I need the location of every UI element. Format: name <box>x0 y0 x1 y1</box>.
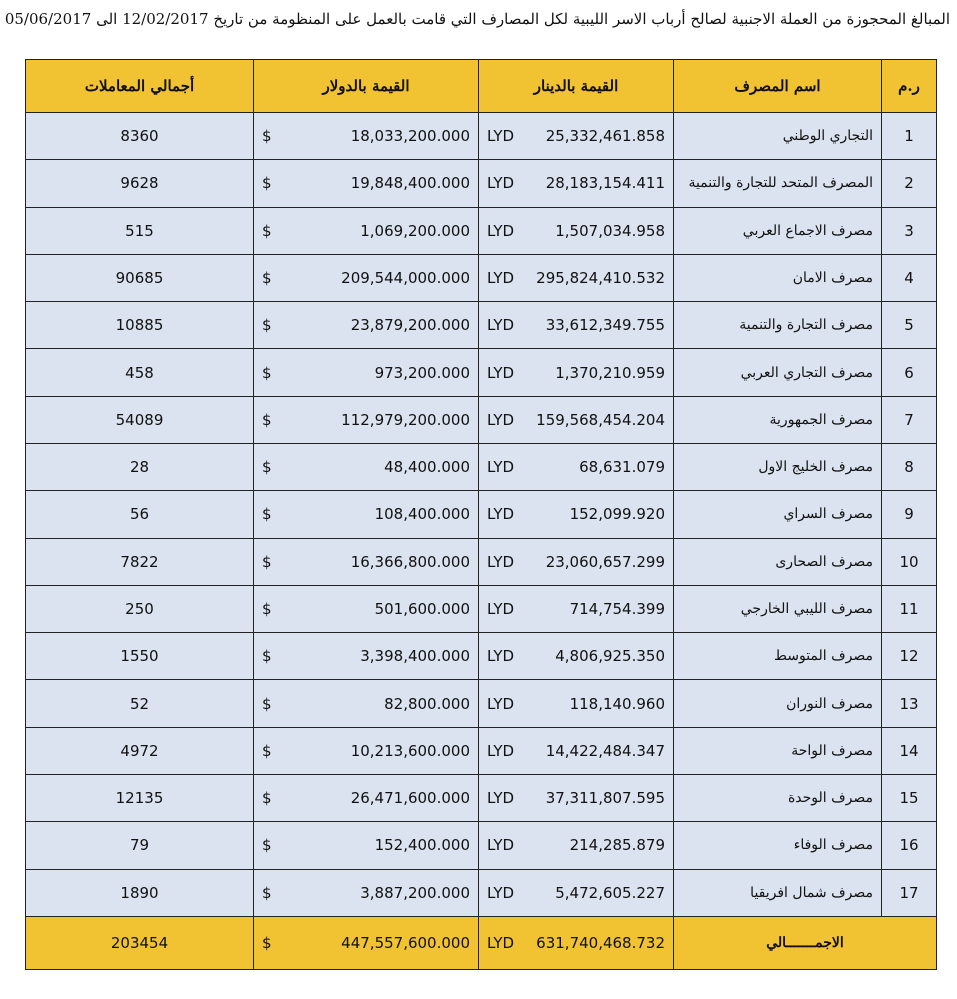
row-number-cell: 13 <box>882 680 937 727</box>
table-row <box>26 113 937 160</box>
lyd-value: 23,060,657.299 <box>545 552 665 571</box>
lyd-currency: LYD <box>487 221 515 240</box>
usd-currency: $ <box>262 316 272 335</box>
total-usd-value: 447,557,600.000 <box>341 934 470 952</box>
usd-currency: $ <box>262 552 272 571</box>
lyd-currency: LYD <box>487 647 515 666</box>
usd-cell <box>254 396 479 443</box>
bank-name-cell: مصرف التجارة والتنمية <box>674 302 882 349</box>
lyd-value: 5,472,605.227 <box>555 883 665 902</box>
table-row <box>26 633 937 680</box>
lyd-currency: LYD <box>487 789 515 808</box>
lyd-cell <box>479 207 674 254</box>
transactions-cell: 458 <box>26 349 254 396</box>
lyd-value: 714,754.399 <box>569 599 665 618</box>
usd-value: 82,800.000 <box>384 694 470 713</box>
transactions-cell: 56 <box>26 491 254 538</box>
bank-name-cell: مصرف الاجماع العربي <box>674 207 882 254</box>
transactions-cell: 4972 <box>26 727 254 774</box>
transactions-cell: 250 <box>26 585 254 632</box>
header-index: ر.م <box>882 60 937 113</box>
table-row <box>26 443 937 490</box>
usd-cell <box>254 538 479 585</box>
usd-currency: $ <box>262 934 272 952</box>
lyd-currency: LYD <box>487 883 515 902</box>
transactions-cell: 7822 <box>26 538 254 585</box>
lyd-value: 295,824,410.532 <box>536 268 665 287</box>
lyd-value: 1,370,210.959 <box>555 363 665 382</box>
total-row <box>26 917 937 970</box>
transactions-cell: 79 <box>26 822 254 869</box>
bank-name-cell: مصرف شمال افريقيا <box>674 869 882 917</box>
usd-currency: $ <box>262 599 272 618</box>
page-title: المبالغ المحجوزة من العملة الاجنبية لصالح أرباب الاسر الليبية لكل المصارف التي قامت بالعمل على المنظومة من تاريخ 12/02/2017 الى 05/06/2017 <box>4 10 950 28</box>
usd-currency: $ <box>262 174 272 193</box>
lyd-value: 1,507,034.958 <box>555 221 665 240</box>
row-number-cell: 14 <box>882 727 937 774</box>
bank-name-cell: مصرف المتوسط <box>674 633 882 680</box>
usd-cell <box>254 727 479 774</box>
total-transactions: 203454 <box>26 917 254 970</box>
table-row <box>26 254 937 301</box>
usd-value: 112,979,200.000 <box>341 410 470 429</box>
total-lyd <box>479 917 674 970</box>
row-number-cell: 3 <box>882 207 937 254</box>
bank-name-cell: التجاري الوطني <box>674 113 882 160</box>
header-usd: القيمة بالدولار <box>254 60 479 113</box>
usd-value: 26,471,600.000 <box>350 789 470 808</box>
usd-cell <box>254 774 479 821</box>
usd-cell <box>254 349 479 396</box>
total-usd <box>254 917 479 970</box>
bank-name-cell: مصرف الوحدة <box>674 774 882 821</box>
usd-value: 23,879,200.000 <box>350 316 470 335</box>
lyd-cell <box>479 491 674 538</box>
usd-currency: $ <box>262 363 272 382</box>
lyd-currency: LYD <box>487 505 515 524</box>
lyd-value: 214,285.879 <box>569 836 665 855</box>
lyd-cell <box>479 113 674 160</box>
usd-value: 3,887,200.000 <box>360 883 470 902</box>
lyd-currency: LYD <box>487 741 515 760</box>
table-row <box>26 822 937 869</box>
usd-currency: $ <box>262 268 272 287</box>
lyd-currency: LYD <box>487 268 515 287</box>
lyd-value: 28,183,154.411 <box>545 174 665 193</box>
transactions-cell: 12135 <box>26 774 254 821</box>
usd-cell <box>254 822 479 869</box>
lyd-cell <box>479 396 674 443</box>
lyd-currency: LYD <box>487 934 515 952</box>
bank-name-cell: مصرف الصحارى <box>674 538 882 585</box>
transactions-cell: 10885 <box>26 302 254 349</box>
lyd-currency: LYD <box>487 127 515 146</box>
usd-currency: $ <box>262 221 272 240</box>
row-number-cell: 6 <box>882 349 937 396</box>
table-row <box>26 869 937 917</box>
lyd-value: 33,612,349.755 <box>545 316 665 335</box>
bank-name-cell: مصرف التجاري العربي <box>674 349 882 396</box>
lyd-currency: LYD <box>487 316 515 335</box>
usd-currency: $ <box>262 647 272 666</box>
transactions-cell: 8360 <box>26 113 254 160</box>
row-number-cell: 8 <box>882 443 937 490</box>
lyd-cell <box>479 680 674 727</box>
lyd-currency: LYD <box>487 599 515 618</box>
lyd-currency: LYD <box>487 458 515 477</box>
row-number-cell: 16 <box>882 822 937 869</box>
lyd-currency: LYD <box>487 363 515 382</box>
lyd-cell <box>479 727 674 774</box>
total-label: الاجمـــــــالي <box>674 917 937 970</box>
lyd-cell <box>479 585 674 632</box>
lyd-value: 159,568,454.204 <box>536 410 665 429</box>
lyd-cell <box>479 822 674 869</box>
lyd-value: 68,631.079 <box>579 458 665 477</box>
lyd-value: 118,140.960 <box>569 694 665 713</box>
usd-value: 10,213,600.000 <box>350 741 470 760</box>
transactions-cell: 9628 <box>26 160 254 207</box>
table-row <box>26 349 937 396</box>
table-row <box>26 680 937 727</box>
bank-name-cell: مصرف الواحة <box>674 727 882 774</box>
header-bank: اسم المصرف <box>674 60 882 113</box>
lyd-cell <box>479 443 674 490</box>
usd-value: 152,400.000 <box>374 836 470 855</box>
bank-name-cell: مصرف السراي <box>674 491 882 538</box>
bank-name-cell: مصرف الوفاء <box>674 822 882 869</box>
usd-cell <box>254 207 479 254</box>
lyd-value: 14,422,484.347 <box>545 741 665 760</box>
bank-name-cell: المصرف المتحد للتجارة والتنمية <box>674 160 882 207</box>
bank-name-cell: مصرف الليبي الخارجي <box>674 585 882 632</box>
usd-value: 1,069,200.000 <box>360 221 470 240</box>
usd-value: 501,600.000 <box>374 599 470 618</box>
table-header-row <box>26 60 937 113</box>
usd-currency: $ <box>262 883 272 902</box>
bank-name-cell: مصرف النوران <box>674 680 882 727</box>
table-row <box>26 538 937 585</box>
row-number-cell: 4 <box>882 254 937 301</box>
usd-cell <box>254 113 479 160</box>
lyd-cell <box>479 633 674 680</box>
usd-currency: $ <box>262 505 272 524</box>
usd-value: 108,400.000 <box>374 505 470 524</box>
usd-currency: $ <box>262 741 272 760</box>
bank-name-cell: مصرف الامان <box>674 254 882 301</box>
usd-value: 18,033,200.000 <box>350 127 470 146</box>
header-transactions: أجمالي المعاملات <box>26 60 254 113</box>
lyd-currency: LYD <box>487 410 515 429</box>
total-lyd-value: 631,740,468.732 <box>536 934 665 952</box>
table-row <box>26 396 937 443</box>
transactions-cell: 1550 <box>26 633 254 680</box>
bank-name-cell: مصرف الخليج الاول <box>674 443 882 490</box>
lyd-value: 4,806,925.350 <box>555 647 665 666</box>
transactions-cell: 52 <box>26 680 254 727</box>
row-number-cell: 12 <box>882 633 937 680</box>
usd-currency: $ <box>262 836 272 855</box>
lyd-currency: LYD <box>487 174 515 193</box>
bank-name-cell: مصرف الجمهورية <box>674 396 882 443</box>
lyd-cell <box>479 302 674 349</box>
table-row <box>26 302 937 349</box>
usd-value: 16,366,800.000 <box>350 552 470 571</box>
row-number-cell: 7 <box>882 396 937 443</box>
usd-cell <box>254 680 479 727</box>
usd-currency: $ <box>262 410 272 429</box>
table-row <box>26 207 937 254</box>
transactions-cell: 54089 <box>26 396 254 443</box>
lyd-cell <box>479 774 674 821</box>
usd-cell <box>254 443 479 490</box>
lyd-currency: LYD <box>487 552 515 571</box>
transactions-cell: 515 <box>26 207 254 254</box>
lyd-cell <box>479 538 674 585</box>
transactions-cell: 90685 <box>26 254 254 301</box>
lyd-currency: LYD <box>487 694 515 713</box>
usd-cell <box>254 491 479 538</box>
lyd-cell <box>479 869 674 917</box>
header-lyd: القيمة بالدينار <box>479 60 674 113</box>
usd-currency: $ <box>262 458 272 477</box>
transactions-table <box>25 59 937 970</box>
lyd-cell <box>479 160 674 207</box>
lyd-cell <box>479 349 674 396</box>
row-number-cell: 17 <box>882 869 937 917</box>
usd-currency: $ <box>262 127 272 146</box>
row-number-cell: 9 <box>882 491 937 538</box>
lyd-currency: LYD <box>487 836 515 855</box>
table-row <box>26 774 937 821</box>
usd-currency: $ <box>262 694 272 713</box>
table-body <box>26 113 937 917</box>
lyd-value: 152,099.920 <box>569 505 665 524</box>
usd-cell <box>254 302 479 349</box>
usd-value: 209,544,000.000 <box>341 268 470 287</box>
usd-cell <box>254 254 479 301</box>
table-row <box>26 585 937 632</box>
usd-cell <box>254 160 479 207</box>
usd-value: 3,398,400.000 <box>360 647 470 666</box>
transactions-cell: 1890 <box>26 869 254 917</box>
usd-value: 19,848,400.000 <box>350 174 470 193</box>
lyd-value: 25,332,461.858 <box>545 127 665 146</box>
row-number-cell: 2 <box>882 160 937 207</box>
usd-value: 48,400.000 <box>384 458 470 477</box>
usd-value: 973,200.000 <box>374 363 470 382</box>
usd-cell <box>254 585 479 632</box>
lyd-value: 37,311,807.595 <box>545 789 665 808</box>
row-number-cell: 11 <box>882 585 937 632</box>
row-number-cell: 10 <box>882 538 937 585</box>
row-number-cell: 5 <box>882 302 937 349</box>
usd-currency: $ <box>262 789 272 808</box>
table-row <box>26 160 937 207</box>
lyd-cell <box>479 254 674 301</box>
table-row <box>26 491 937 538</box>
transactions-cell: 28 <box>26 443 254 490</box>
usd-cell <box>254 633 479 680</box>
row-number-cell: 1 <box>882 113 937 160</box>
table-row <box>26 727 937 774</box>
usd-cell <box>254 869 479 917</box>
row-number-cell: 15 <box>882 774 937 821</box>
